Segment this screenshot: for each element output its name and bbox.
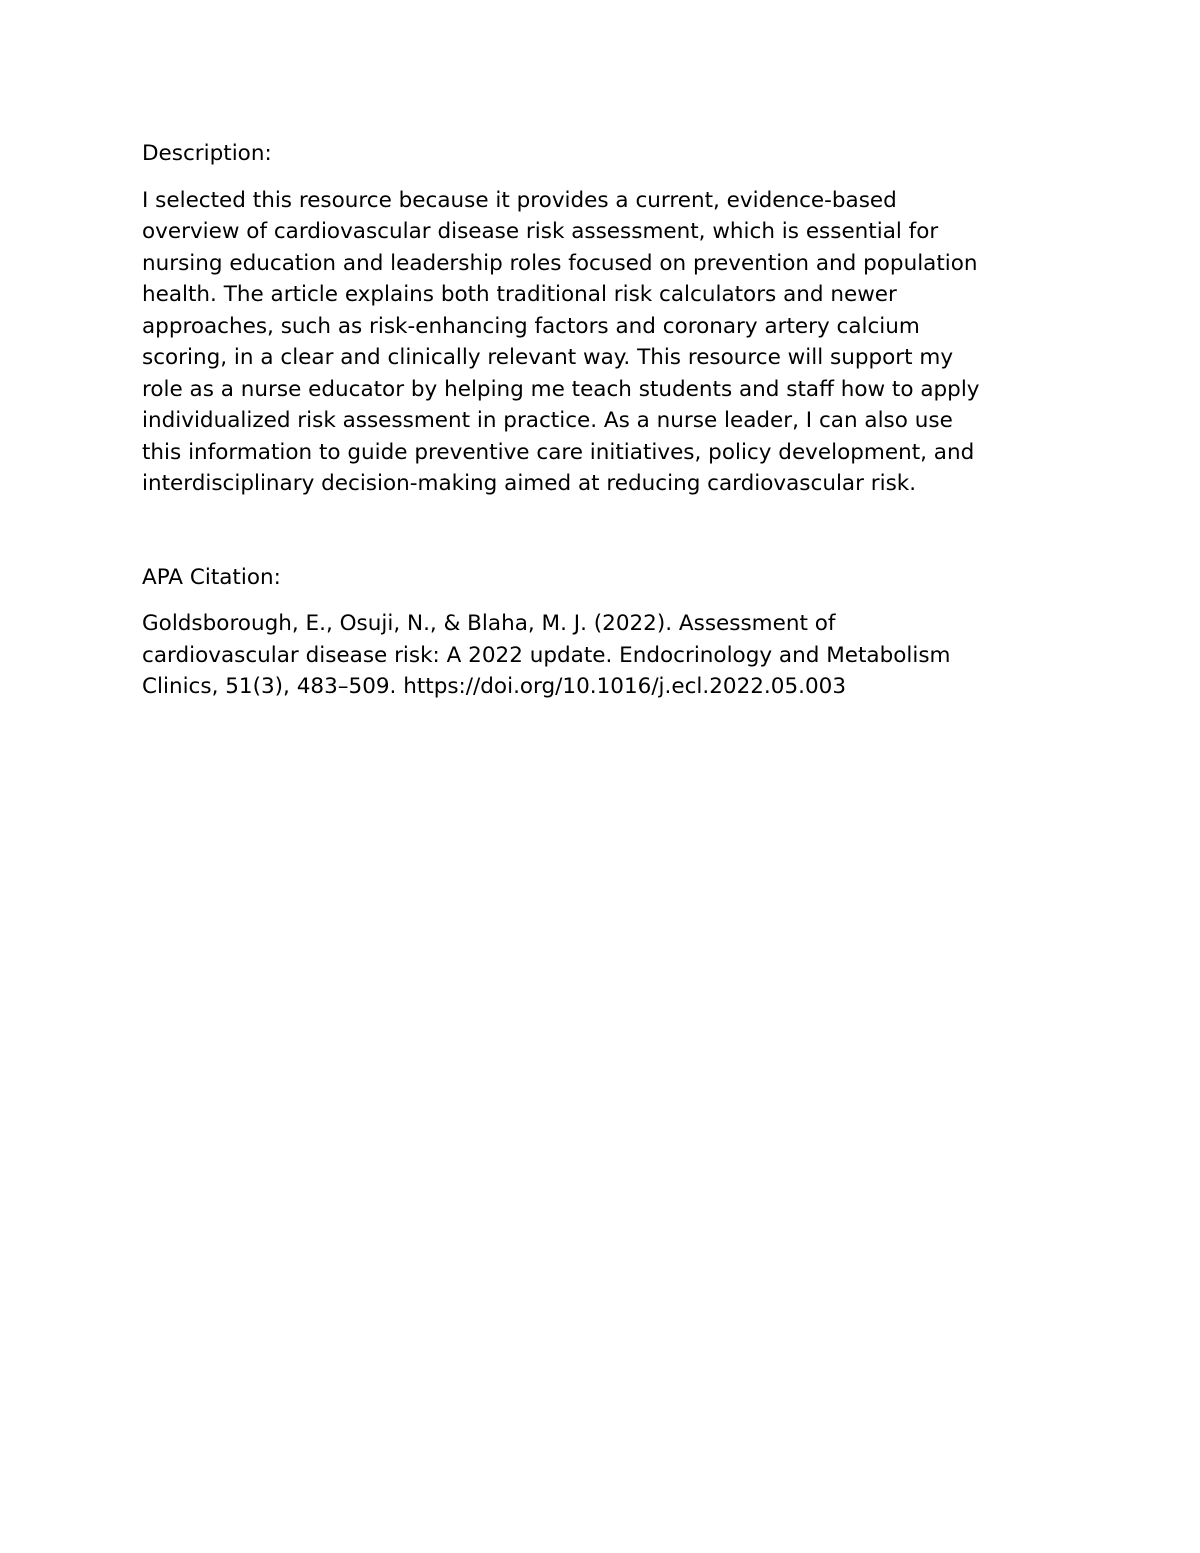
spacer (142, 500, 1072, 562)
description-line: overview of cardiovascular disease risk assessment, which is essential for (142, 219, 939, 244)
description-line: this information to guide preventive care initiatives, policy development, and (142, 439, 975, 465)
citation-line: cardiovascular disease risk: A 2022 update. Endocrinology and Metabolism (142, 642, 951, 668)
spacer (142, 593, 1072, 608)
document-body (142, 138, 1072, 703)
description-line: approaches, such as risk-enhancing factors and coronary artery calcium (142, 313, 920, 339)
description-line: nursing education and leadership roles focused on prevention and population (142, 250, 978, 276)
description-line: interdisciplinary decision-making aimed at reducing cardiovascular risk. (142, 471, 917, 496)
description-paragraph (142, 185, 1072, 500)
spacer (142, 170, 1072, 185)
description-line: I selected this resource because it provides a current, evidence-based (142, 187, 897, 213)
citation-line: Clinics, 51(3), 483–509. https://doi.org/10.1016/j.ecl.2022.05.003 (142, 674, 846, 699)
citation-heading: APA Citation: (142, 564, 281, 590)
description-line: individualized risk assessment in practice. As a nurse leader, I can also use (142, 408, 953, 433)
description-line: role as a nurse educator by helping me teach students and staff how to apply (142, 376, 980, 402)
description-line: health. The article explains both traditional risk calculators and newer (142, 282, 897, 307)
description-line: scoring, in a clear and clinically relevant way. This resource will support my (142, 345, 954, 370)
citation-line: Goldsborough, E., Osuji, N., & Blaha, M. J. (2022). Assessment of (142, 611, 836, 636)
description-heading: Description: (142, 141, 272, 166)
citation-paragraph (142, 608, 1072, 703)
